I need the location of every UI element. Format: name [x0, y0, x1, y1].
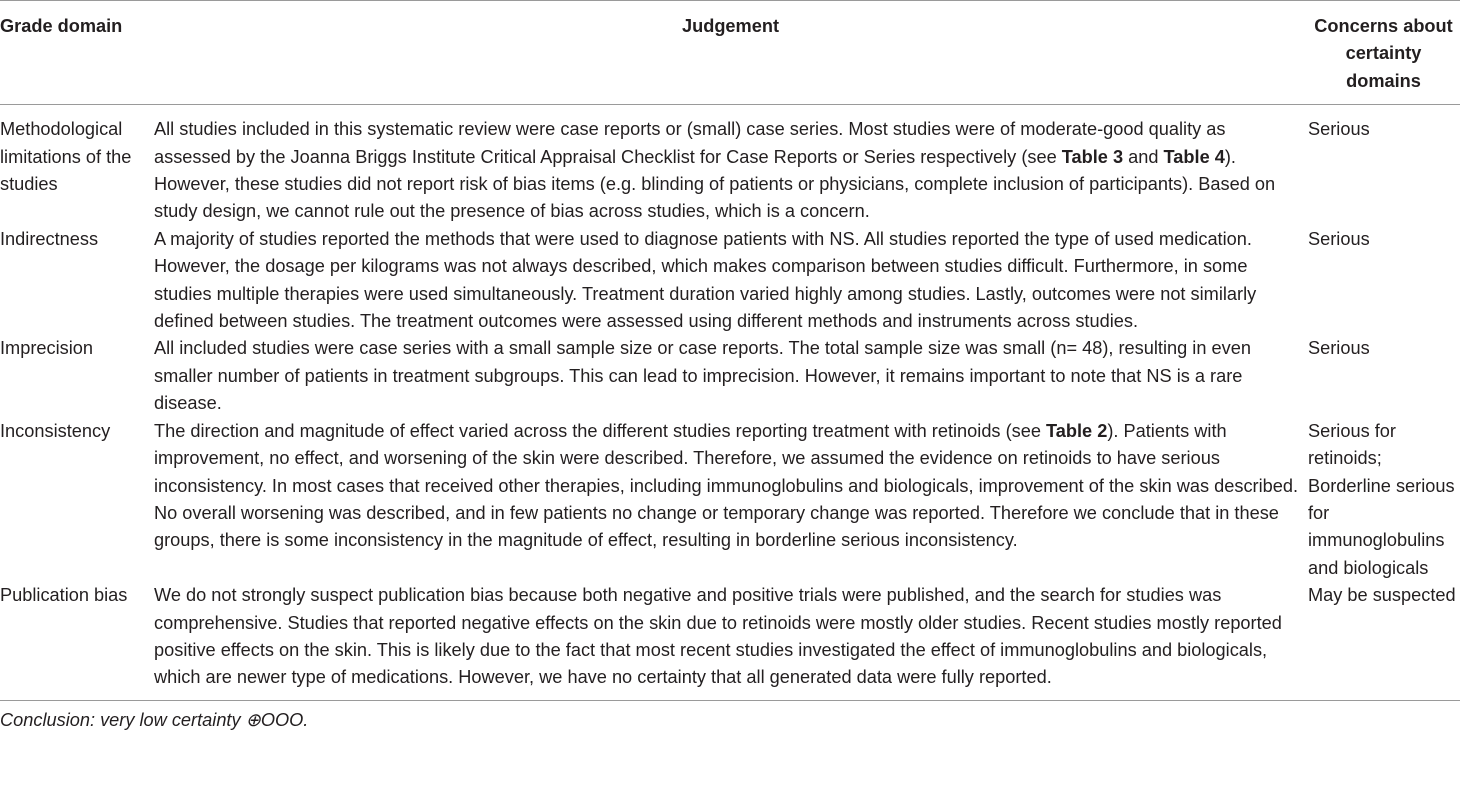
cell-domain: Methodological limitations of the studies — [0, 119, 132, 195]
cell-judgement: A majority of studies reported the methods that were used to diagnose patients with NS. All studies reported the type of used medication. However, the dosage per kilograms was not always described, which makes comparison between studies difficult. Furthermore, in some studies multiple therapies were used simultaneously. Treatment duration varied highly among studies. Lastly, outcomes were not similarly defined between studies. The treatment outcomes were assessed using different methods and instruments across studies. — [154, 228, 1257, 332]
cell-judgement: All included studies were case series with a small sample size or case reports. The total sample size was small (n= 48), resulting in even smaller number of patients in treatment subgroups. This can lead to imprecision. However, it remains important to note that NS is a rare disease. — [154, 338, 1251, 414]
judgement-text: and — [1123, 146, 1164, 167]
judgement-text: ). However, these studies did not report risk of bias items (e.g. blinding of patients or physicians, complete inclusion of participants). Based on study design, we cannot rule out the presence of bias across studies, which is a concern. — [154, 146, 1276, 222]
table-row — [0, 418, 1460, 582]
table-row — [0, 582, 1460, 700]
cell-concern: Serious for retinoids; Borderline serious for immunoglobulins and biologicals — [1308, 420, 1455, 578]
cell-judgement — [154, 105, 1307, 226]
cell-judgement: We do not strongly suspect publication bias because both negative and positive trials were published, and the search for studies was comprehensive. Studies that reported negative effects on the skin due to retinoids were mostly older studies. Recent studies mostly reported positive effects on the skin. This is likely due to the fact that most recent studies investigated the effect of immunoglobulins and biologicals, which are newer type of medications. However, we have no certainty that all generated data were fully reported. — [154, 585, 1282, 688]
table-footnote-conclusion: Conclusion: very low certainty ⊕OOO. — [0, 709, 309, 730]
table-row — [0, 335, 1460, 417]
judgement-text: All studies included in this systematic review were case reports or (small) case series. Most studies were of moderate-good quality as assessed by the Joanna Briggs Institute Critical Appraisal Checklist for Case Reports or Series respectively (see — [154, 119, 1226, 167]
header-judgement: Judgement — [681, 16, 779, 36]
cell-domain: Imprecision — [0, 338, 93, 359]
table-reference: Table 4 — [1163, 146, 1225, 167]
judgement-text: The direction and magnitude of effect varied across the different studies reporting treatment with retinoids (see — [154, 420, 1047, 441]
cell-concern: May be suspected — [1308, 585, 1456, 606]
table-reference: Table 3 — [1061, 146, 1124, 167]
header-concerns: Concerns about certainty domains — [1314, 16, 1453, 91]
cell-domain: Inconsistency — [0, 420, 111, 441]
table-row — [0, 226, 1460, 336]
header-grade-domain: Grade domain — [0, 16, 123, 36]
cell-concern: Serious — [1308, 228, 1370, 249]
cell-concern: Serious — [1308, 119, 1370, 140]
table-row — [0, 105, 1460, 226]
table-header-row — [0, 1, 1460, 105]
cell-domain: Publication bias — [0, 585, 128, 606]
table-reference: Table 2 — [1046, 420, 1108, 441]
cell-concern: Serious — [1308, 338, 1370, 359]
judgement-text: ). Patients with improvement, no effect, and worsening of the skin were described. Therefore, we assumed the evidence on retinoids to have serious inconsistency. In most cases that received other therapies, including immunoglobulins and biologicals, improvement of the skin was described. No overall worsening was described, and in few patients no change or temporary change was reported. Therefore we conclude that in these groups, there is some inconsistency in the magnitude of effect, resulting in borderline serious inconsistency. — [154, 420, 1299, 551]
cell-domain: Indirectness — [0, 228, 99, 249]
cell-judgement — [154, 418, 1307, 582]
